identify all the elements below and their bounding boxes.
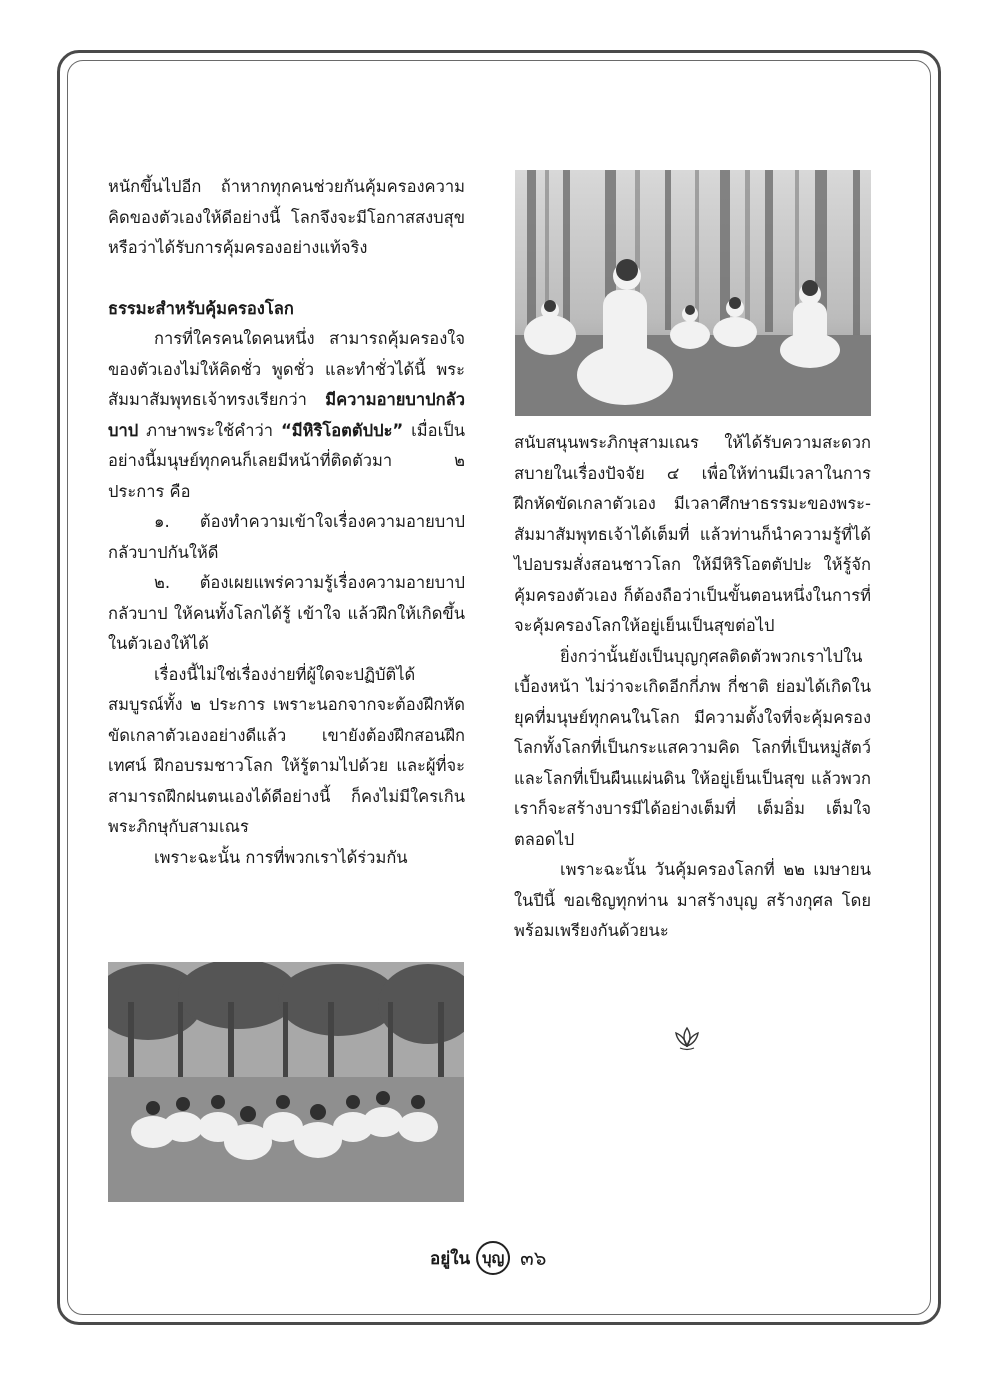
magazine-logo-circle: บุญ <box>476 1241 510 1275</box>
bold-term: “มีหิริโอตตัปปะ” <box>280 420 404 440</box>
right-column <box>514 428 871 947</box>
left-column <box>108 172 465 873</box>
text-segment: ภาษาพระใช้คำว่า <box>138 420 281 440</box>
page-number: ๓๖ <box>520 1246 547 1270</box>
paragraph-intro: หนักขึ้นไปอีก ถ้าหากทุกคนช่วยกันคุ้มครองความคิดของตัวเองให้ดีอย่างนี้ โลกจึงจะมีโอกาสสงบสุข หรือว่าได้รับการคุ้มครองอย่างแท้จริง <box>108 177 465 257</box>
list-item-1: ๑. ต้องทำความเข้าใจเรื่องความอายบาปกลัวบาปกันให้ดี <box>108 512 465 562</box>
lotus-ornament-icon <box>672 1024 702 1052</box>
paragraph-invitation: เพราะฉะนั้น วันคุ้มครองโลกที่ ๒๒ เมษายนในปีนี้ ขอเชิญทุกท่าน มาสร้างบุญ สร้างกุศล โดยพร้อมเพรียงกันด้วยนะ <box>514 860 871 940</box>
text-segment: การที่ใครคนใดคนหนึ่ง สามารถคุ้มครองใจของตัวเองไม่ให้คิดชั่ว พูดชั่ว และทำชั่วได้นี้ พระสัมมาสัมพุทธเจ้าทรงเรียกว่า <box>108 329 465 409</box>
section-heading: ธรรมะสำหรับคุ้มครองโลก <box>108 298 294 318</box>
paragraph-definition <box>108 324 465 507</box>
magazine-logo-text: อยู่ใน <box>430 1248 471 1269</box>
paragraph-difficulty: เรื่องนี้ไม่ใช่เรื่องง่ายที่ผู้ใดจะปฏิบัติได้สมบูรณ์ทั้ง ๒ ประการ เพราะนอกจากจะต้องฝึกหัดขัดเกลาตัวเองอย่างดีแล้ว เขายังต้องฝึกสอนฝึกเทศน์ ฝึกอบรมชาวโลก ให้รู้ตามไปด้วย และผู้ที่จะสามารถฝึกฝนตนเองได้ดีอย่างนี้ ก็คงไม่มีใครเกินพระภิกษุกับสามเณร <box>108 664 465 836</box>
paragraph-merit: ยิ่งกว่านั้นยังเป็นบุญกุศลติดตัวพวกเราไปในเบื้องหน้า ไม่ว่าจะเกิดอีกกี่ภพ กี่ชาติ ย่อมได้เกิดในยุคที่มนุษย์ทุกคนในโลก มีความตั้งใจที่จะคุ้มครองโลกทั้งโลกที่เป็นกระแสความคิด โลกที่เป็นหมู่สัตว์ และโลกที่เป็นผืนแผ่นดิน ให้อยู่เย็นเป็นสุข แล้วพวกเราก็จะสร้างบารมีได้อย่างเต็มที่ เต็มอิ่ม เต็มใจ ตลอดไป <box>514 646 871 849</box>
list-item-2: ๒. ต้องเผยแพร่ความรู้เรื่องความอายบาปกลัวบาป ให้คนทั้งโลกได้รู้ เข้าใจ แล้วฝึกให้เกิดขึ้นในตัวเองให้ได้ <box>108 573 465 653</box>
photo-forest-meditation <box>515 170 871 416</box>
bold-term: มีความอายบาปกลัวบาป <box>108 390 465 440</box>
paragraph-therefore: เพราะฉะนั้น การที่พวกเราได้ร่วมกัน <box>154 847 408 867</box>
photo-group-meditation <box>108 962 464 1202</box>
text-segment: เมื่อเป็นอย่างนี้มนุษย์ทุกคนก็เลยมีหน้าที่ติดตัวมา ๒ ประการ คือ <box>108 420 465 501</box>
paragraph-support: สนับสนุนพระภิกษุสามเณร ให้ได้รับความสะดวกสบายในเรื่องปัจจัย ๔ เพื่อให้ท่านมีเวลาในการฝึกหัดขัดเกลาตัวเอง มีเวลาศึกษาธรรมะของพระ-สัมมาสัมพุทธเจ้าได้เต็มที่ แล้วท่านก็นำความรู้ที่ได้ไปอบรมสั่งสอนชาวโลก ให้มีหิริโอตตัปปะ ให้รู้จักคุ้มครองตัวเอง ก็ต้องถือว่าเป็นขั้นตอนหนึ่งในการที่จะคุ้มครองโลกให้อยู่เย็นเป็นสุขต่อไป <box>514 433 871 635</box>
page-footer <box>430 1238 590 1278</box>
